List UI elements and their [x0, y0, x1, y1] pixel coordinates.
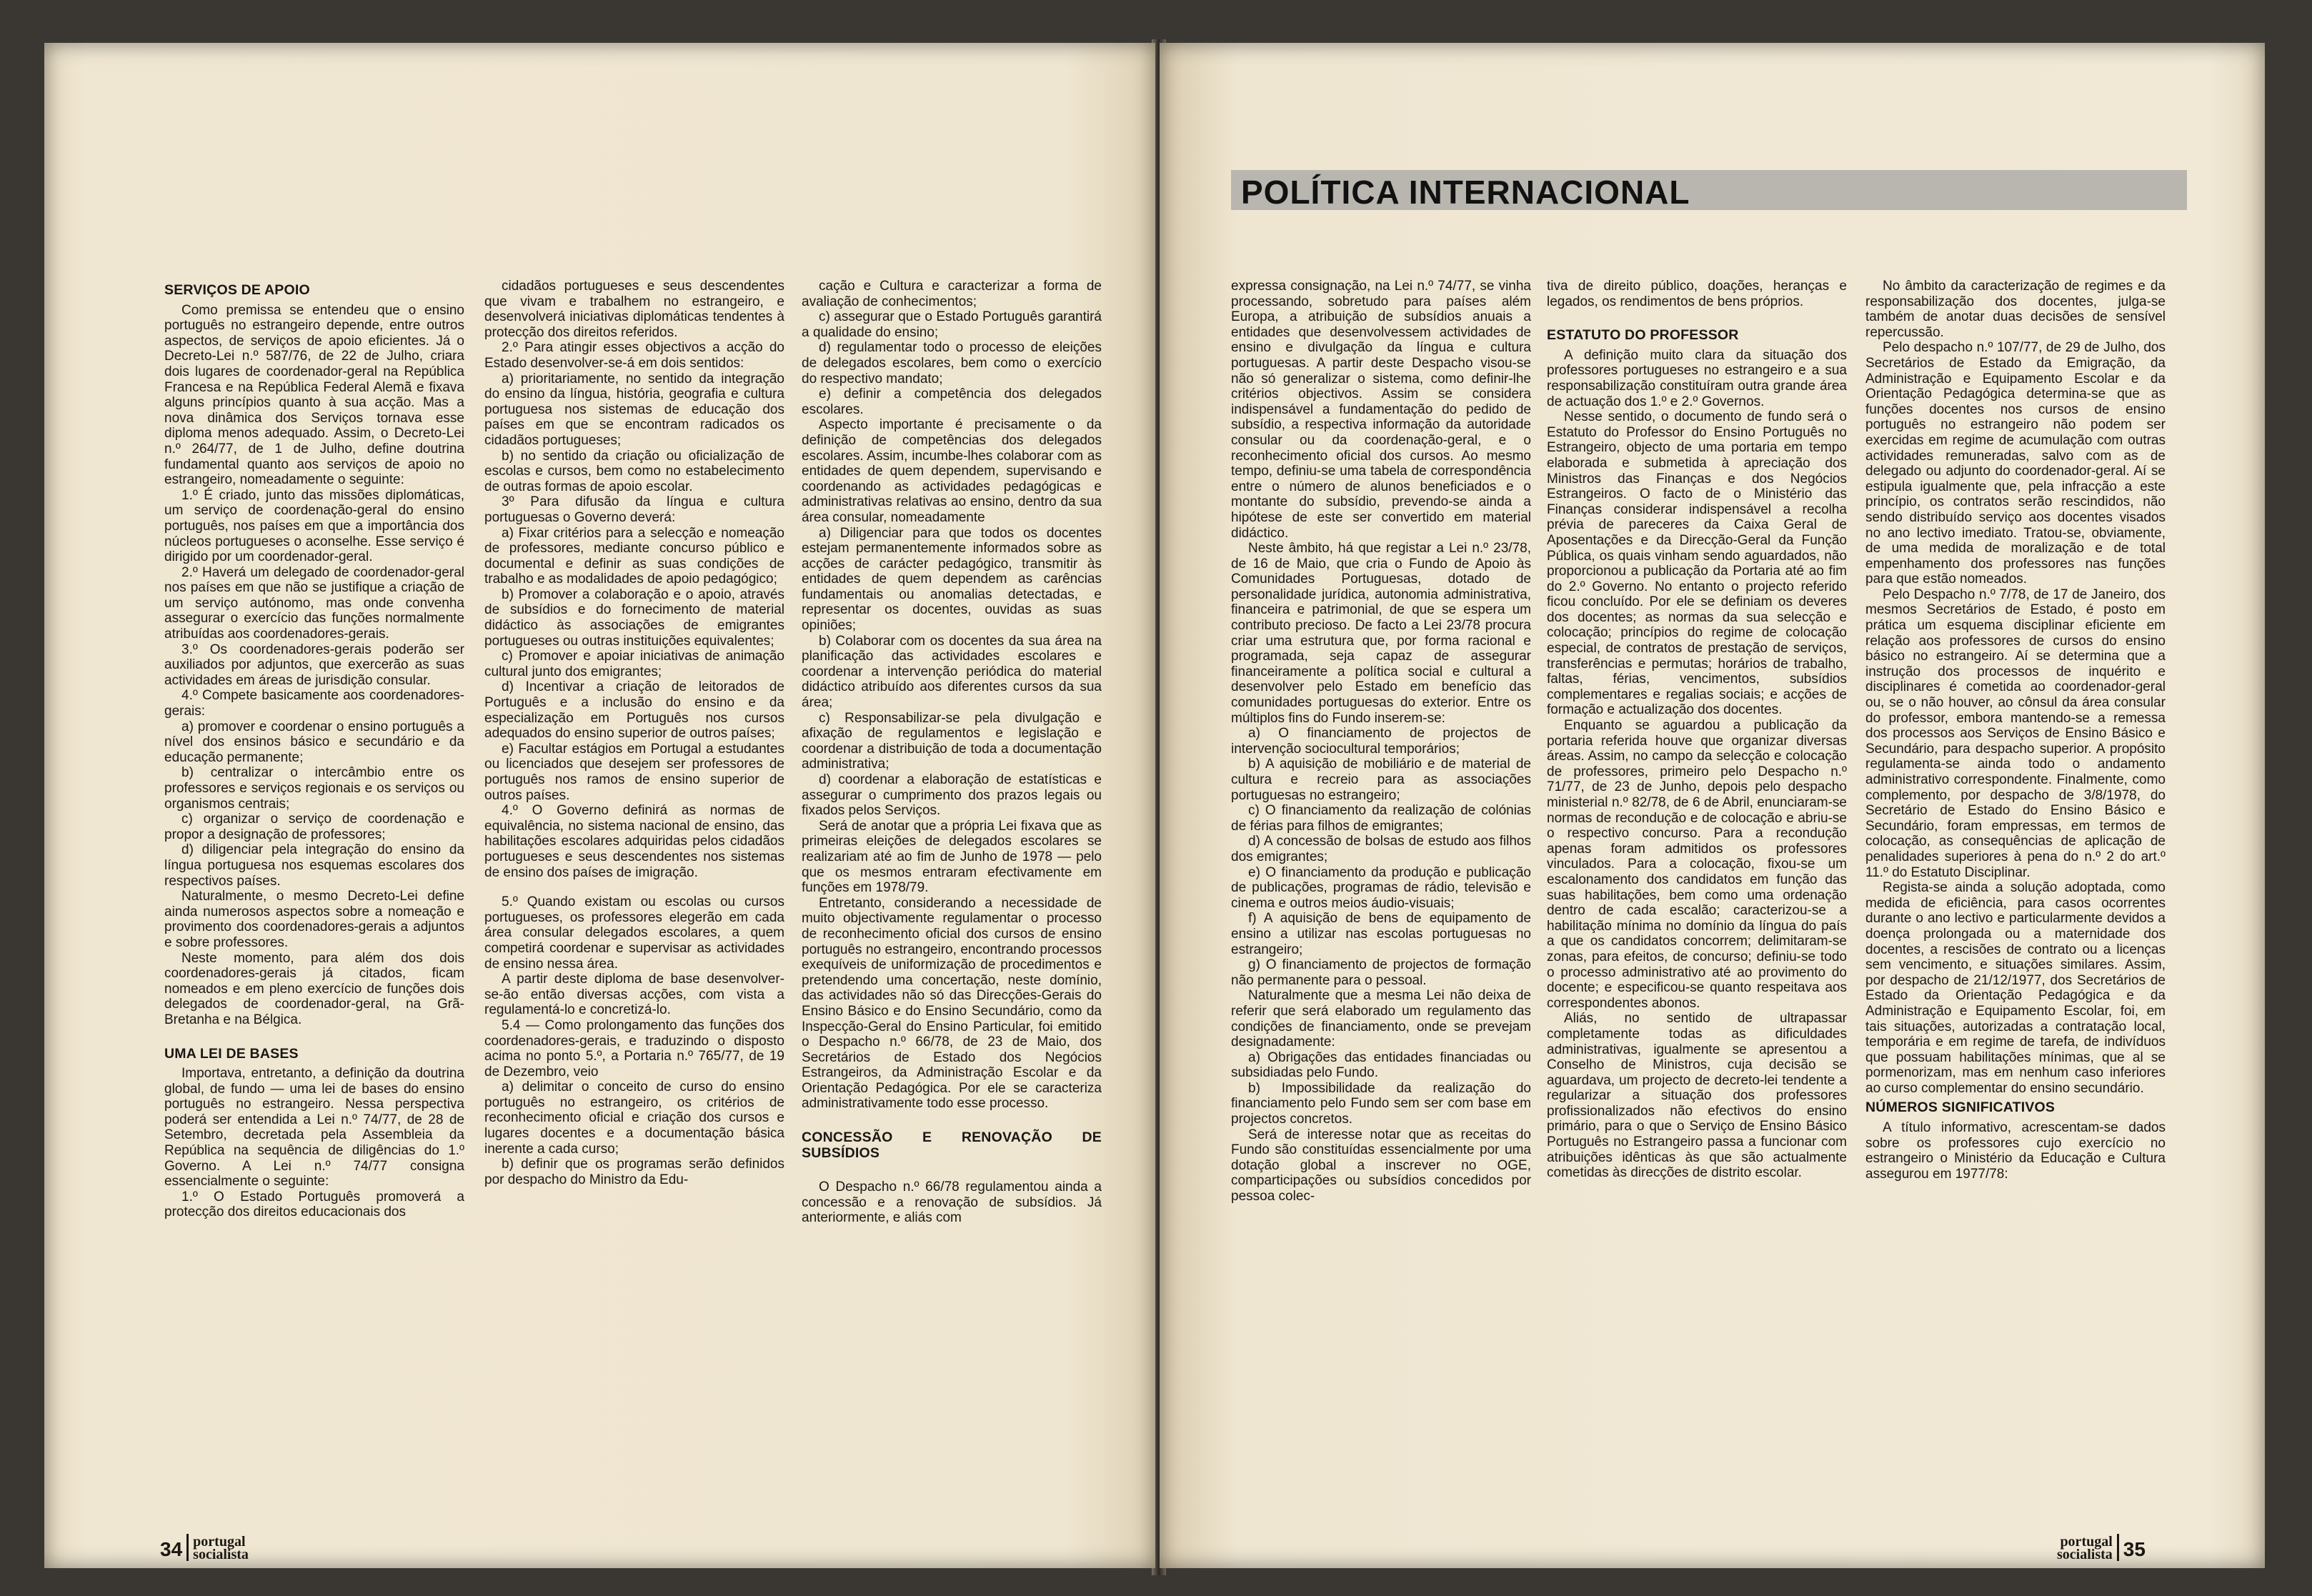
section-heading: UMA LEI DE BASES	[164, 1045, 299, 1062]
paragraph: Enquanto se aguardou a publicação da portaria referida houve que organizar diversas áreas. Assim, no campo da selecção e colocação de professores, primeiro pelo Despacho n.º 71/77, de 23 de Junho, depois pelo despacho ministerial n.º 82/78, de 6 de Abril, enunciaram-se normas de recondução e de colocação e abriu-se o respectivo concurso. Para a recondução apenas foram admitidos os professores vinculados. Para a colocação, fixou-se um escalonamento dos candidatos em função das suas habilitações, bem como uma ordenação dentro de cada escalão; caracterizou-se a habilitação mínima no domínio da língua do país a que os candidatos concorrem; delimitaram-se zonas, para efeitos, de concurso; definiu-se todo o processo administrativo até ao provimento do docente; e especificou-se quanto respeitava aos correspondentes abonos.	[1547, 718, 1847, 1011]
paragraph-spacer	[1547, 309, 1847, 324]
paragraph-spacer	[484, 880, 784, 894]
paragraph: d) regulamentar todo o processo de eleições de delegados escolares, bem como o exercício do respectivo mandato;	[802, 340, 1102, 386]
paragraph: d) diligenciar pela integração do ensino da língua portuguesa nos esquemas escolares dos respectivos países.	[164, 842, 464, 889]
logo-line-2: socialista	[193, 1547, 249, 1562]
section-title: POLÍTICA INTERNACIONAL	[1241, 174, 1690, 211]
section-heading: CONCESSÃO E RENOVAÇÃO DE SUBSÍDIOS	[802, 1129, 1102, 1161]
paragraph: Importava, entretanto, a definição da doutrina global, de fundo — uma lei de bases do ensino português no estrangeiro. Nessa perspectiva poderá ser entendida a Lei n.º 74/77, de 28 de Setembro, decretada pela Assembleia da República na sequência de diligências do 1.º Governo. A Lei n.º 74/77 consigna essencialmente o seguinte:	[164, 1066, 464, 1189]
left-page-folio	[160, 1534, 249, 1561]
left-column-1	[164, 279, 464, 1220]
paragraph: Neste momento, para além dos dois coordenadores-gerais já citados, ficam nomeados e em pleno exercício de funções dois delegados de coordenador-geral, na Grã-Bretanha e na Bélgica.	[164, 950, 464, 1027]
paragraph: 2.º Para atingir esses objectivos a acção do Estado desenvolver-se-á em dois sentidos:	[484, 340, 784, 371]
paragraph: Pelo despacho n.º 107/77, de 29 de Julho, dos Secretários de Estado da Emigração, da Administração e Equipamento Escolar e da Orientação Pedagógica determina-se que as funções docentes nos cursos de ensino português no estrangeiro não podem ser exercidas em regime de acumulação com outras actividades remuneradas, salvo com as de delegado ou adjunto do coordenador-geral. Aí se estipula igualmente que, pela infracção a este princípio, os contratos serão rescindidos, não sendo distribuído serviço aos docentes visados no ano lectivo imediato. Tratou-se, obviamente, de uma medida de moralização e de total empenhamento dos professores nas funções para que estão nomeados.	[1865, 340, 2166, 587]
paragraph: a) delimitar o conceito de curso do ensino português no estrangeiro, os critérios de reconhecimento oficial e criação dos cursos e lugares docentes e a documentação básica inerente a cada curso;	[484, 1079, 784, 1157]
paragraph: Aliás, no sentido de ultrapassar completamente todas as dificuldades administrativas, igualmente se apresentou a Conselho de Ministros, cuja decisão se aguardava, um projecto de decreto-lei tendente a regularizar a situação dos professores profissionalizados não efectivos do ensino primário, para o que o Serviço de Ensino Básico Português no Estrangeiro passa a funcionar com atribuições idênticas às que são actualmente cometidas às direcções de distrito escolar.	[1547, 1011, 1847, 1181]
paragraph: Será de interesse notar que as receitas do Fundo são constituídas essencialmente por uma dotação global a inscrever no OGE, comparticipações ou subsídios concedidos por pessoa colec-	[1231, 1127, 1531, 1205]
paragraph: e) Facultar estágios em Portugal a estudantes ou licenciados que desejem ser professores de português nos ramos de ensino superior de outros países.	[484, 741, 784, 803]
right-column-1	[1231, 279, 1531, 1205]
left-column-3	[802, 279, 1102, 1226]
right-page-folio	[2057, 1534, 2146, 1561]
paragraph: Entretanto, considerando a necessidade de muito objectivamente regulamentar o processo de reconhecimento oficial dos cursos de ensino português no estrangeiro, encontrando processos exequíveis de uniformização de procedimentos e pretendendo uma concertação, neste domínio, das actividades não só das Direcções-Gerais do Ensino Básico e do Ensino Secundário, como da Inspecção-Geral do Ensino Particular, foi emitido o Despacho n.º 66/78, de 23 de Maio, dos Secretários de Estado dos Negócios Estrangeiros, da Administração Escolar e da Orientação Pedagógica. Por ele se caracteriza administrativamente todo esse processo.	[802, 895, 1102, 1112]
paragraph: 5.4 — Como prolongamento das funções dos coordenadores-gerais, e traduzindo o disposto acima no ponto 5.º, a Portaria n.º 765/77, de 19 de Dezembro, veio	[484, 1017, 784, 1079]
magazine-logo	[193, 1535, 249, 1561]
paragraph: cação e Cultura e caracterizar a forma de avaliação de conhecimentos;	[802, 279, 1102, 309]
paragraph: c) assegurar que o Estado Português garantirá a qualidade do ensino;	[802, 309, 1102, 340]
paragraph: 2.º Haverá um delegado de coordenador-geral nos países em que não se justifique a criação de um serviço autónomo, mas onde convenha assegurar o exercício das funções normalmente atribuídas aos coordenadores-gerais.	[164, 564, 464, 642]
folio-divider	[2117, 1534, 2119, 1561]
paragraph: d) coordenar a elaboração de estatísticas e assegurar o cumprimento dos prazos legais ou fixados pelos Serviços.	[802, 772, 1102, 819]
paragraph: g) O financiamento de projectos de formação não permanente para o pessoal.	[1231, 957, 1531, 988]
paragraph: c) O financiamento da realização de colónias de férias para filhos de emigrantes;	[1231, 803, 1531, 834]
page-number: 35	[2123, 1538, 2146, 1560]
paragraph: a) prioritariamente, no sentido da integração do ensino da língua, história, geografia e cultura portuguesa nos sistemas de educação dos países em que se encontram radicados os cidadãos portugueses;	[484, 371, 784, 448]
logo-line-1: portugal	[2060, 1534, 2113, 1550]
paragraph: b) no sentido da criação ou oficialização de escolas e cursos, bem como no estabelecimento de outras formas de apoio escolar.	[484, 448, 784, 494]
paragraph-spacer	[802, 1112, 1102, 1126]
paragraph: expressa consignação, na Lei n.º 74/77, se vinha processando, sobretudo para países além Europa, a atribuição de subsídios anuais a entidades que desenvolvessem actividades de ensino e divulgação da língua e cultura portuguesas. A partir deste Despacho visou-se não só generalizar o sistema, como definir-lhe critérios objectivos. Assim se considera indispensável a fundamentação do pedido de subsídio, a respectiva informação da autoridade consular ou da coordenação-geral, e o reconhecimento oficial dos cursos. Ao mesmo tempo, definiu-se uma tabela de correspondência entre o número de alunos beneficiados e o montante do subsídio, prevendo-se ainda a hipótese de este ser convertido em material didáctico.	[1231, 279, 1531, 541]
section-banner	[1231, 170, 2187, 210]
paragraph: f) A aquisição de bens de equipamento de ensino a utilizar nas escolas portuguesas no estrangeiro;	[1231, 911, 1531, 957]
folio-divider	[186, 1534, 189, 1561]
paragraph: Como premissa se entendeu que o ensino português no estrangeiro depende, entre outros aspectos, de serviços de apoio eficientes. Já o Decreto-Lei n.º 587/76, de 22 de Julho, criara dois lugares de coordenador-geral na República Francesa e na República Federal Alemã e fixava alguns princípios quanto à sua acção. Mas a nova dinâmica dos Serviços tornava esse diploma menos adequado. Assim, o Decreto-Lei n.º 264/77, de 1 de Julho, define doutrina fundamental quanto aos serviços de apoio no estrangeiro, nomeadamente o seguinte:	[164, 302, 464, 488]
paragraph: No âmbito da caracterização de regimes e da responsabilização dos docentes, julga-se também de anotar duas decisões de sensível repercussão.	[1865, 279, 2166, 340]
paragraph: b) centralizar o intercâmbio entre os professores e serviços regionais e os serviços ou organismos centrais;	[164, 765, 464, 812]
paragraph: tiva de direito público, doações, heranças e legados, os rendimentos de bens próprios.	[1547, 279, 1847, 309]
paragraph: 4.º O Governo definirá as normas de equivalência, no sistema nacional de ensino, das habilitações escolares adquiridas pelos cidadãos portugueses e seus descendentes nos sistemas de ensino dos países de imigração.	[484, 803, 784, 880]
paragraph: b) definir que os programas serão definidos por despacho do Ministro da Edu-	[484, 1157, 784, 1187]
paragraph: 5.º Quando existam ou escolas ou cursos portugueses, os professores elegerão em cada área consular delegados escolares, a quem competirá coordenar e supervisar as actividades de ensino nessa área.	[484, 894, 784, 972]
paragraph: a) Fixar critérios para a selecção e nomeação de professores, mediante concurso público e documental e definir as suas condições de trabalho e as modalidades de apoio pedagógico;	[484, 525, 784, 587]
paragraph-spacer	[802, 1165, 1102, 1179]
paragraph: A título informativo, acrescentam-se dados sobre os professores cujo exercício no estrangeiro o Ministério da Educação e Cultura assegurou em 1977/78:	[1865, 1120, 2166, 1182]
paragraph: 3º Para difusão da língua e cultura portuguesas o Governo deverá:	[484, 494, 784, 525]
paragraph: Naturalmente que a mesma Lei não deixa de referir que será elaborado um regulamento das condições de financiamento, onde se prevejam designadamente:	[1231, 988, 1531, 1050]
section-heading: NÚMEROS SIGNIFICATIVOS	[1865, 1099, 2056, 1116]
paragraph: b) Impossibilidade da realização do financiamento pelo Fundo sem ser com base em projectos concretos.	[1231, 1080, 1531, 1127]
paragraph: e) O financiamento da produção e publicação de publicações, programas de rádio, televisão e cinema e outros meios áudio-visuais;	[1231, 864, 1531, 911]
page-number: 34	[160, 1538, 183, 1560]
paragraph: a) O financiamento de projectos de intervenção sociocultural temporários;	[1231, 726, 1531, 757]
section-heading: ESTATUTO DO PROFESSOR	[1547, 327, 1739, 344]
right-column-2	[1547, 279, 1847, 1181]
paragraph: c) Responsabilizar-se pela divulgação e afixação de regulamentos e legislação e coordenar a distribuição de toda a documentação administrativa;	[802, 710, 1102, 772]
logo-line-2: socialista	[2057, 1547, 2113, 1562]
paragraph: Neste âmbito, há que registar a Lei n.º 23/78, de 16 de Maio, que cria o Fundo de Apoio às Comunidades Portuguesas, dotado de personalidade jurídica, autonomia administrativa, financeira e patrimonial, de que se espera um contributo precioso. De facto a Lei 23/78 procura criar uma estrutura que, por forma racional e programada, seja capaz de assegurar financeiramente a política social e cultural a desenvolver pelo Estado em benefício das comunidades portuguesas do exterior. Entre os múltiplos fins do Fundo inserem-se:	[1231, 541, 1531, 726]
paragraph: c) Promover e apoiar iniciativas de animação cultural junto dos emigrantes;	[484, 649, 784, 679]
paragraph: a) Obrigações das entidades financiadas ou subsidiadas pelo Fundo.	[1231, 1049, 1531, 1081]
paragraph: cidadãos portugueses e seus descendentes que vivam e trabalhem no estrangeiro, e desenvolverá iniciativas diplomáticas tendentes à protecção dos direitos referidos.	[484, 279, 784, 340]
right-column-3	[1865, 279, 2166, 1182]
paragraph: a) Diligenciar para que todos os docentes estejam permanentemente informados sobre as acções de carácter pedagógico, transmitir às entidades de quem dependem as carências fundamentais ou anomalias detectadas, e representar os docentes, ouvidas as suas opiniões;	[802, 525, 1102, 634]
paragraph: Regista-se ainda a solução adoptada, como medida de eficiência, para casos ocorrentes durante o ano lectivo e particularmente devidos a doença prolongada ou a maternidade dos docentes, a rescisões de contrato ou a licenças sem vencimento, e situações similares. Assim, por despacho de 21/12/1977, dos Secretários de Estado da Orientação Pedagógica e da Administração e Equipamento Escolar, foi, em tais situações, autorizadas a contratação local, temporária e em regime de tarefa, de indivíduos que possuam habilitações mínimas, que al se pormenorizam, mas em nenhum caso inferiores ao curso complementar do ensino secundário.	[1865, 880, 2166, 1096]
left-column-2	[484, 279, 784, 1187]
paragraph: O Despacho n.º 66/78 regulamentou ainda a concessão e a renovação de subsídios. Já anteriormente, e aliás com	[802, 1179, 1102, 1226]
paragraph: b) Promover a colaboração e o apoio, através de subsídios e do fornecimento de material didáctico às associações de emigrantes portugueses ou outras instituições equivalentes;	[484, 587, 784, 649]
paragraph: Aspecto importante é precisamente o da definição de competências dos delegados escolares. Assim, incumbe-lhes colaborar com as entidades de quem dependem, supervisando e coordenando as actividades pedagógicas e administrativas relativas ao ensino, dentro da sua área consular, nomeadamente	[802, 417, 1102, 525]
right-page	[1160, 43, 2265, 1568]
paragraph: Nesse sentido, o documento de fundo será o Estatuto do Professor do Ensino Português no Estrangeiro, objecto de uma portaria em tempo elaborada e submetida à apreciação dos Ministros das Finanças e dos Negócios Estrangeiros. O facto de o Ministério das Finanças considerar indispensável a recolha prévia de pareceres da Caixa Geral de Aposentações e da Direcção-Geral da Função Pública, os quais vinham sendo aguardados, não proporcionou a publicação da Portaria até ao fim do 2.º Governo. No entanto o projecto referido ficou concluído. Por ele se definiam os deveres dos docentes; as normas da sua selecção e colocação; princípios do regime de colocação especial, de contratos de prestação de serviços, transferências e permutas; horários de trabalho, faltas, férias, vencimentos, subsídios complementares e regalias sociais; e acções de formação e actualização dos docentes.	[1547, 409, 1847, 718]
left-page	[44, 43, 1155, 1568]
paragraph: d) A concessão de bolsas de estudo aos filhos dos emigrantes;	[1231, 834, 1531, 864]
paragraph: a) promover e coordenar o ensino português a nível dos ensinos básico e secundário e da educação permanente;	[164, 719, 464, 765]
section-heading: SERVIÇOS DE APOIO	[164, 282, 310, 298]
paragraph: 3.º Os coordenadores-gerais poderão ser auxiliados por adjuntos, que exercerão as suas actividades em áreas de jurisdição consular.	[164, 642, 464, 688]
paragraph-spacer	[164, 1028, 464, 1042]
paragraph: 1.º O Estado Português promoverá a protecção dos direitos educacionais dos	[164, 1189, 464, 1220]
paragraph: c) organizar o serviço de coordenação e propor a designação de professores;	[164, 812, 464, 842]
paragraph: e) definir a competência dos delegados escolares.	[802, 386, 1102, 417]
paragraph: Pelo Despacho n.º 7/78, de 17 de Janeiro, dos mesmos Secretários de Estado, é posto em prática um esquema disciplinar eficiente em relação aos professores de cursos do ensino básico no estrangeiro. Aí se determina que a instrução dos processos de inquérito e disciplinares é cometida ao coordenador-geral ou, se o não houver, ao cônsul da área consular do professor, embora mantendo-se a remessa dos processos aos Serviços de Ensino Básico e Secundário, para despacho superior. A propósito regulamenta-se ainda todo o andamento administrativo correspondente. Finalmente, como complemento, por despacho de 3/8/1978, do Secretário de Estado do Ensino Básico e Secundário, foram empressas, em termos de colocação, as consequências de aplicação de penalidades superiores à pena do n.º 2 do art.º 11.º do Estatuto Disciplinar.	[1865, 587, 2166, 880]
paragraph: 4.º Compete basicamente aos coordenadores-gerais:	[164, 688, 464, 719]
paragraph: b) A aquisição de mobiliário e de material de cultura e recreio para as associações portuguesas no estrangeiro;	[1231, 757, 1531, 803]
paragraph: b) Colaborar com os docentes da sua área na planificação das actividades escolares e coordenar a intervenção periódica do material didáctico atribuído aos diferentes cursos da sua área;	[802, 633, 1102, 711]
logo-line-1: portugal	[193, 1534, 246, 1550]
magazine-logo	[2057, 1535, 2113, 1561]
paragraph: 1.º É criado, junto das missões diplomáticas, um serviço de coordenação-geral do ensino português, nos países em que a importância dos núcleos portugueses o aconselhe. Esse serviço é dirigido por um coordenador-geral.	[164, 487, 464, 565]
paragraph: A definição muito clara da situação dos professores portugueses no estrangeiro e a sua responsabilização constituíram outra grande área de actuação dos 1.º e 2.º Governos.	[1547, 347, 1847, 409]
paragraph: A partir deste diploma de base desenvolver-se-ão então diversas acções, com vista a regulamentá-lo e concretizá-lo.	[484, 972, 784, 1018]
paragraph: Será de anotar que a própria Lei fixava que as primeiras eleições de delegados escolares se realizariam até ao fim de Junho de 1978 — pelo que os mesmos entraram efectivamente em funções em 1978/79.	[802, 818, 1102, 896]
paragraph: d) Incentivar a criação de leitorados de Português e a inclusão do ensino e da especialização em Português nos cursos adequados do ensino superior de outros países;	[484, 679, 784, 742]
paragraph: Naturalmente, o mesmo Decreto-Lei define ainda numerosos aspectos sobre a nomeação e provimento dos coordenadores-gerais a adjuntos e sobre professores.	[164, 889, 464, 950]
